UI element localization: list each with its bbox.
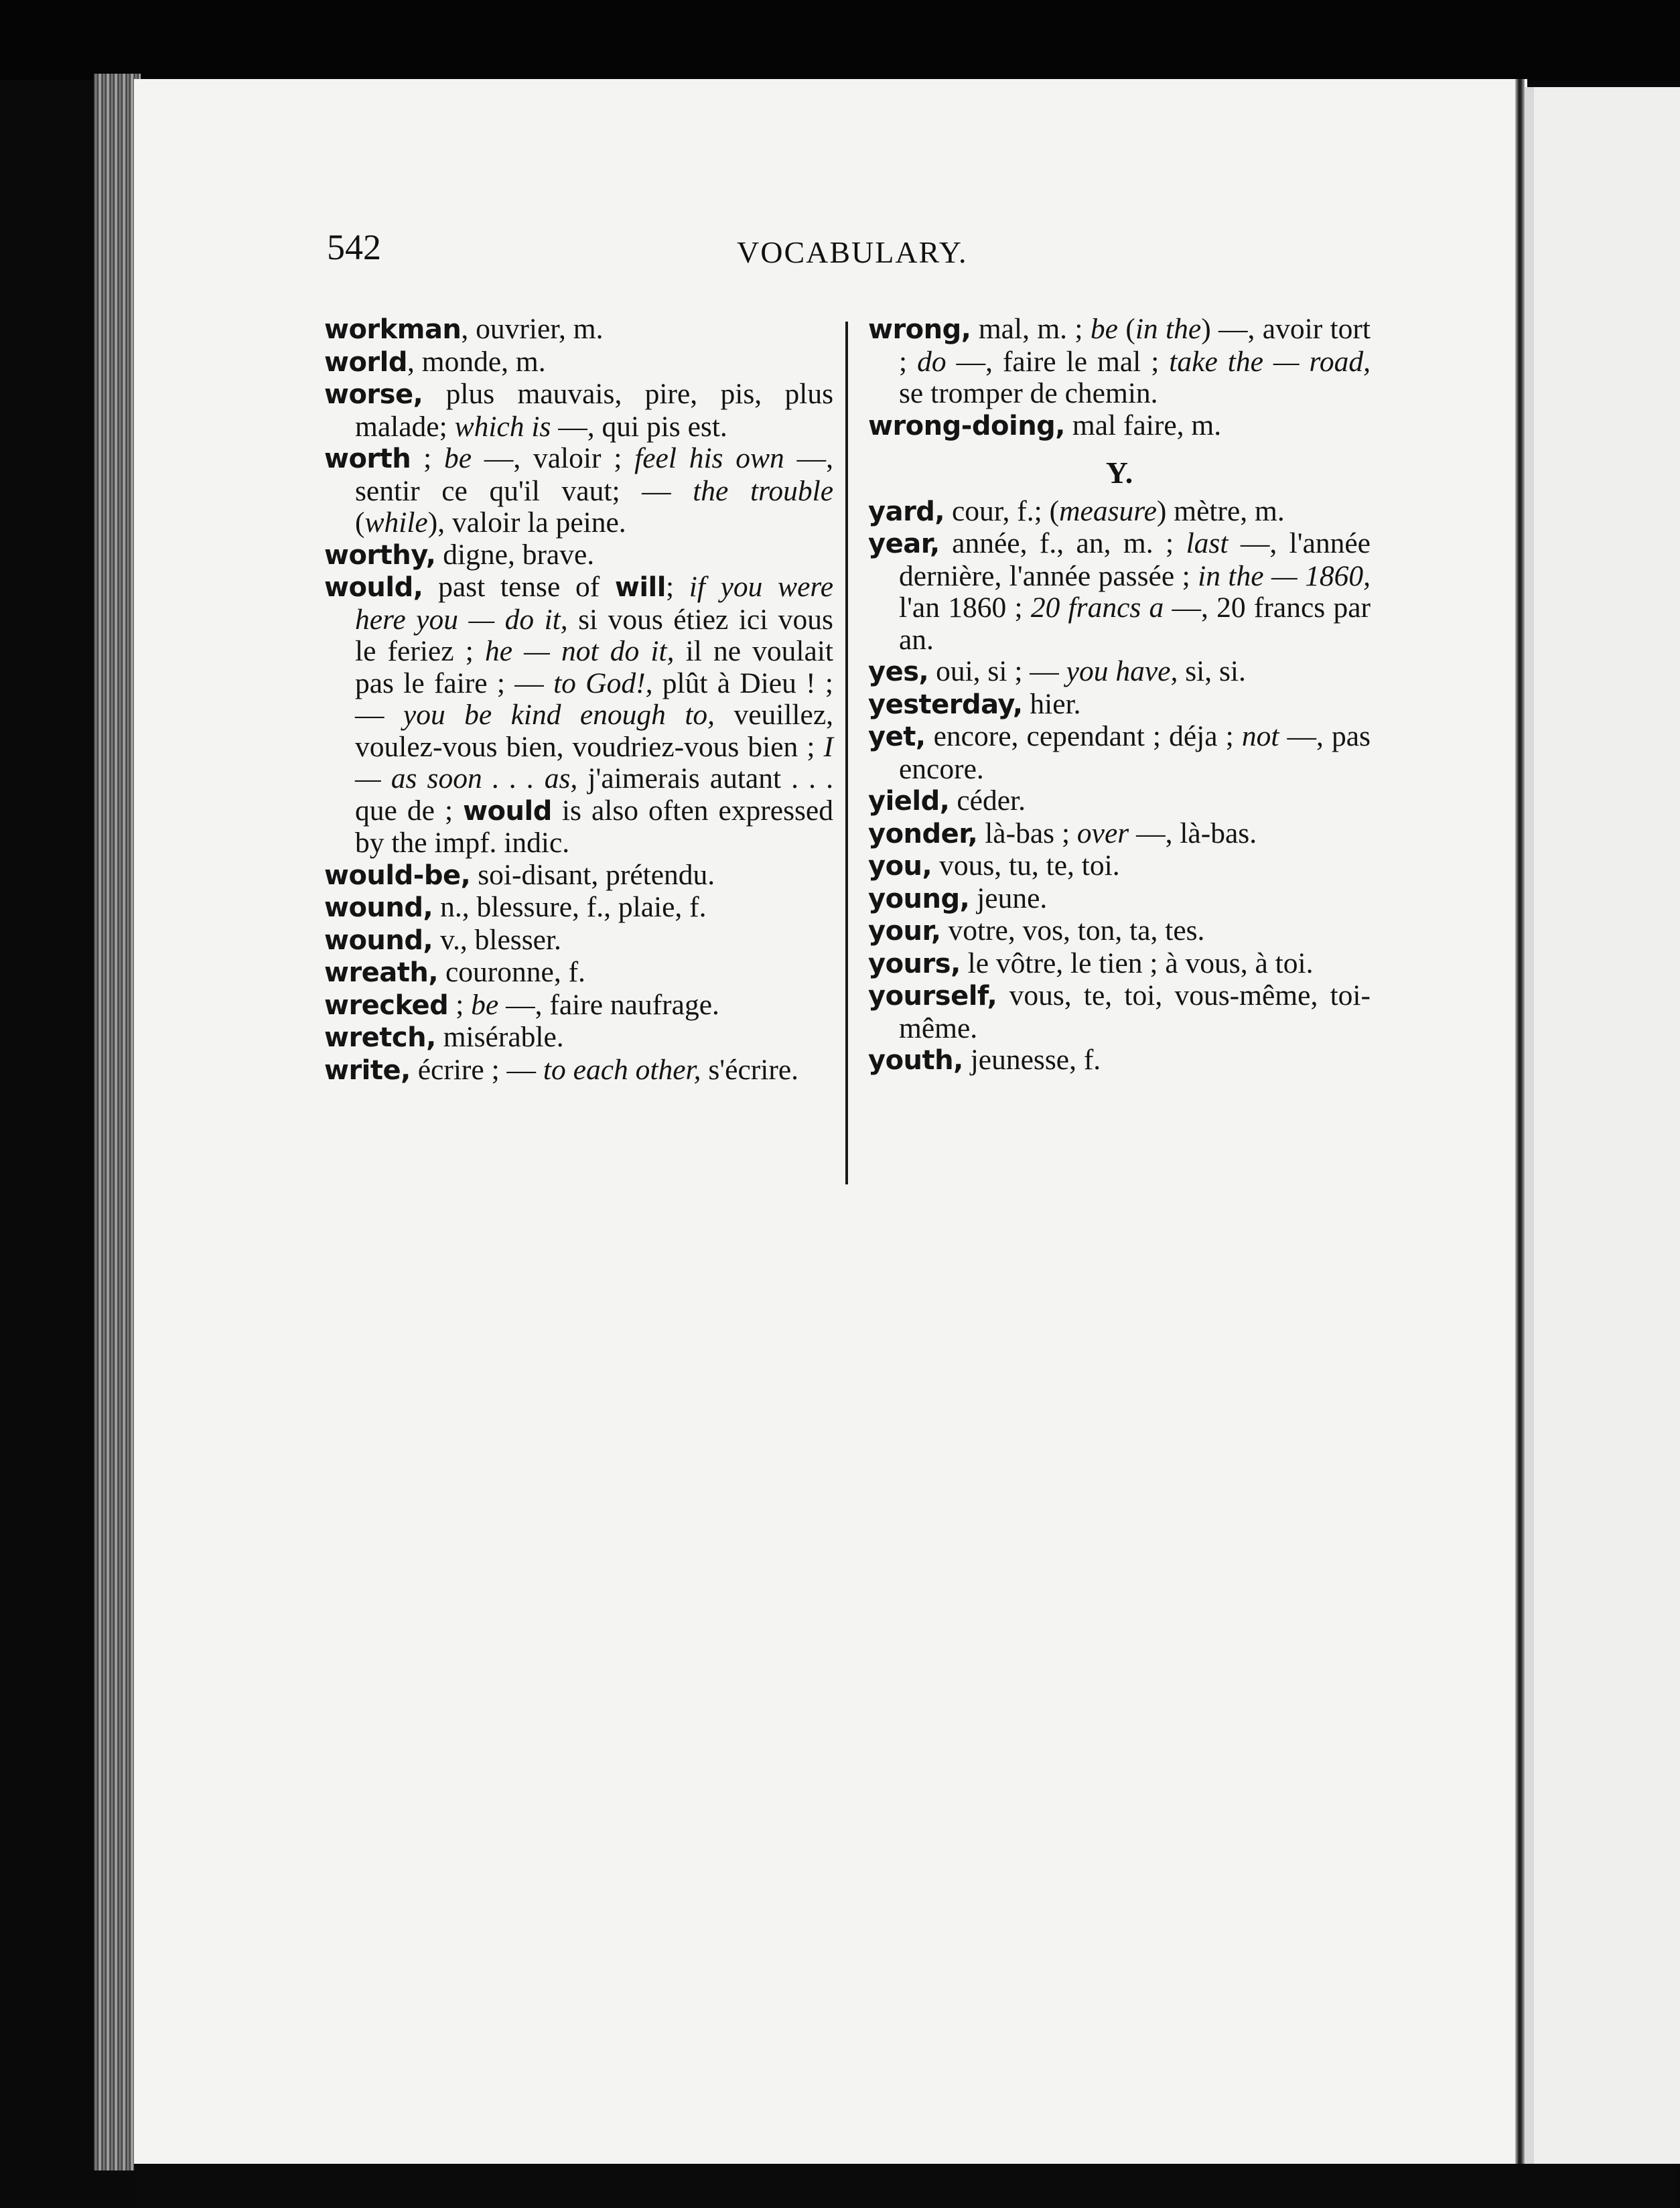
dictionary-entry — [324, 892, 833, 924]
italic-phrase: he — not do it, — [484, 635, 675, 667]
entry-text: —, sentir ce qu'il vaut; — — [355, 442, 833, 507]
entry-text: —, valoir ; — [472, 442, 635, 474]
headword: you, — [868, 851, 932, 882]
dictionary-entry — [868, 528, 1371, 656]
entry-text: ) mètre, m. — [1156, 494, 1285, 527]
dictionary-entry — [868, 1044, 1371, 1077]
entry-text: —, faire naufrage. — [498, 988, 719, 1021]
entry-text: plus mauvais, pire, pis, plus malade; — [355, 378, 833, 443]
scan-background-top — [0, 0, 1680, 80]
headword: wreath, — [324, 957, 439, 988]
headword: yard, — [868, 496, 945, 527]
entry-text: ; — [448, 988, 472, 1021]
italic-phrase: measure — [1059, 494, 1157, 527]
entry-text: il ne voulait pas le faire ; — — [355, 635, 833, 699]
entry-text: v., blesser. — [433, 923, 561, 956]
column-rule — [845, 322, 848, 1184]
italic-phrase: to each other, — [543, 1053, 701, 1086]
italic-phrase: be — [471, 988, 499, 1021]
entry-text: digne, brave. — [435, 538, 595, 571]
dictionary-entry — [324, 571, 833, 859]
headword: yourself, — [868, 981, 997, 1012]
headword: wound, — [324, 892, 433, 923]
headword: yes, — [868, 657, 929, 687]
italic-phrase: I — as soon . . . as, — [355, 730, 833, 795]
headword: wrong-doing, — [868, 410, 1065, 441]
headword: wrong, — [868, 314, 971, 345]
headword: would — [463, 795, 552, 827]
dictionary-entry — [324, 924, 833, 957]
italic-phrase: feel his own — [634, 442, 784, 474]
dictionary-entry — [868, 850, 1371, 883]
dictionary-entry — [324, 1022, 833, 1054]
entry-text: —, pas encore. — [899, 720, 1371, 785]
headword: worthy, — [324, 539, 436, 571]
entry-text: ) —, avoir tort ; — [899, 313, 1371, 378]
dictionary-entry — [324, 443, 833, 539]
entry-text: —, qui pis est. — [551, 410, 727, 443]
entry-text: oui, si ; — — [928, 655, 1066, 687]
right-column-entries-w — [868, 314, 1371, 442]
entry-text: couronne, f. — [438, 956, 585, 988]
entry-text: —, là-bas. — [1129, 817, 1257, 849]
dictionary-entry — [324, 1054, 833, 1087]
entry-text: soi-disant, prétendu. — [470, 858, 715, 891]
dictionary-entry — [868, 496, 1371, 529]
entry-text: plût à Dieu ! ; — — [355, 667, 833, 731]
headword: year, — [868, 529, 940, 559]
entry-text: veuillez, voulez-vous bien, voudriez-vous bien ; — [355, 699, 834, 763]
entry-text: ( — [355, 506, 365, 539]
dictionary-entry — [324, 957, 833, 989]
headword: young, — [868, 883, 970, 914]
entry-text: vous, te, toi, vous-même, toi-même. — [899, 979, 1371, 1044]
entry-text: ; — [411, 442, 444, 474]
headword: yours, — [868, 948, 961, 979]
headword: youth, — [868, 1045, 963, 1076]
italic-phrase: in the — [1135, 313, 1202, 345]
entry-text: vous, tu, te, toi. — [932, 849, 1120, 882]
entry-text: ( — [1117, 313, 1135, 345]
entry-text: n., blessure, f., plaie, f. — [433, 891, 707, 923]
entry-text: —, l'année dernière, l'année passée ; — [899, 527, 1371, 592]
entry-text: se tromper de chemin. — [899, 377, 1158, 409]
entry-text: hier. — [1022, 687, 1081, 720]
entry-text: céder. — [949, 784, 1026, 817]
italic-phrase: while — [364, 506, 428, 539]
italic-phrase: over — [1076, 817, 1129, 849]
headword: worse, — [324, 379, 423, 410]
headword: would-be, — [324, 859, 471, 891]
italic-phrase: 20 francs a — [1030, 592, 1164, 624]
dictionary-entry — [868, 915, 1371, 948]
headword: yet, — [868, 721, 926, 752]
entry-text: mal faire, m. — [1065, 409, 1222, 441]
entry-text: là-bas ; — [977, 817, 1077, 849]
headword: wretch, — [324, 1022, 436, 1053]
entry-text: votre, vos, ton, ta, tes. — [940, 914, 1205, 947]
dictionary-entry — [868, 689, 1371, 721]
headword: yesterday, — [868, 689, 1023, 720]
dictionary-entry — [324, 539, 833, 572]
entry-text: année, f., an, m. ; — [939, 527, 1186, 559]
dictionary-entry — [868, 883, 1371, 916]
next-page — [1534, 87, 1680, 2164]
headword: yonder, — [868, 818, 978, 849]
italic-phrase: do — [917, 345, 947, 378]
scan-background-bottom — [134, 2164, 1675, 2208]
headword: workman — [324, 314, 462, 345]
entry-text: si, si. — [1178, 655, 1246, 687]
italic-phrase: not — [1241, 720, 1279, 752]
entry-text: past tense of — [423, 571, 615, 603]
entry-text: is also often expressed by the impf. indic. — [355, 794, 833, 859]
right-column — [868, 314, 1371, 1077]
dictionary-entry — [868, 410, 1371, 443]
italic-phrase: which is — [454, 410, 551, 443]
entry-text: jeunesse, f. — [963, 1044, 1101, 1076]
dictionary-entry — [868, 656, 1371, 689]
headword: will — [614, 572, 666, 603]
left-column — [324, 314, 833, 1087]
dictionary-entry — [868, 980, 1371, 1044]
entry-text: —, faire le mal ; — [946, 345, 1170, 378]
entry-text: encore, cependant ; déja ; — [925, 720, 1242, 752]
dictionary-entry — [324, 859, 833, 892]
italic-phrase: last — [1186, 527, 1229, 559]
italic-phrase: to God!, — [553, 667, 653, 699]
dictionary-entry — [324, 378, 833, 443]
entry-text: ), valoir la peine. — [427, 506, 626, 539]
italic-phrase: in the — 1860, — [1198, 559, 1371, 592]
headword: wound, — [324, 924, 433, 956]
headword: world — [324, 346, 408, 378]
entry-text: écrire ; — — [410, 1053, 543, 1086]
entry-text: ; — [665, 571, 689, 603]
running-head: VOCABULARY. — [737, 235, 968, 269]
headword: wrecked — [324, 989, 449, 1021]
headword: worth — [324, 443, 411, 474]
page-number: 542 — [327, 227, 381, 267]
dictionary-entry — [868, 314, 1371, 410]
next-page-edge — [1525, 87, 1534, 2164]
dictionary-entry — [868, 818, 1371, 851]
headword: yield, — [868, 786, 950, 817]
right-column-entries-y — [868, 496, 1371, 1077]
entry-text: cour, f.; ( — [944, 494, 1060, 527]
entry-text: j'aimerais autant . . . que de ; — [355, 762, 833, 827]
entry-text: —, 20 francs par an. — [899, 592, 1371, 656]
entry-text: jeune. — [969, 882, 1048, 914]
italic-phrase: the trouble — [693, 474, 833, 507]
dictionary-entry — [868, 785, 1371, 818]
italic-phrase: be — [443, 442, 472, 474]
headword: write, — [324, 1054, 411, 1086]
italic-phrase: if you were here you — do it, — [355, 571, 833, 636]
entry-text: le vôtre, le tien ; à vous, à toi. — [960, 947, 1314, 979]
italic-phrase: be — [1090, 313, 1118, 345]
entry-text: s'écrire. — [701, 1053, 798, 1086]
entry-text: , monde, m. — [407, 345, 546, 378]
italic-phrase: you have, — [1066, 655, 1178, 687]
headword: would, — [324, 572, 423, 603]
headword: your, — [868, 916, 941, 947]
entry-text: misérable. — [435, 1021, 564, 1053]
italic-phrase: you be kind enough to, — [403, 699, 715, 731]
dictionary-entry — [324, 314, 833, 346]
section-letter: Y. — [1105, 456, 1133, 490]
entry-text: , ouvrier, m. — [461, 313, 604, 345]
entry-text: l'an 1860 ; — [899, 592, 1031, 624]
dictionary-entry — [868, 721, 1371, 785]
dictionary-entry — [324, 346, 833, 379]
entry-text: mal, m. ; — [971, 313, 1091, 345]
book-gutter — [1515, 79, 1525, 2164]
dictionary-entry — [324, 989, 833, 1022]
dictionary-entry — [868, 948, 1371, 981]
entry-text: si vous étiez ici vous le feriez ; — [355, 603, 833, 667]
italic-phrase: take the — road, — [1169, 345, 1371, 378]
